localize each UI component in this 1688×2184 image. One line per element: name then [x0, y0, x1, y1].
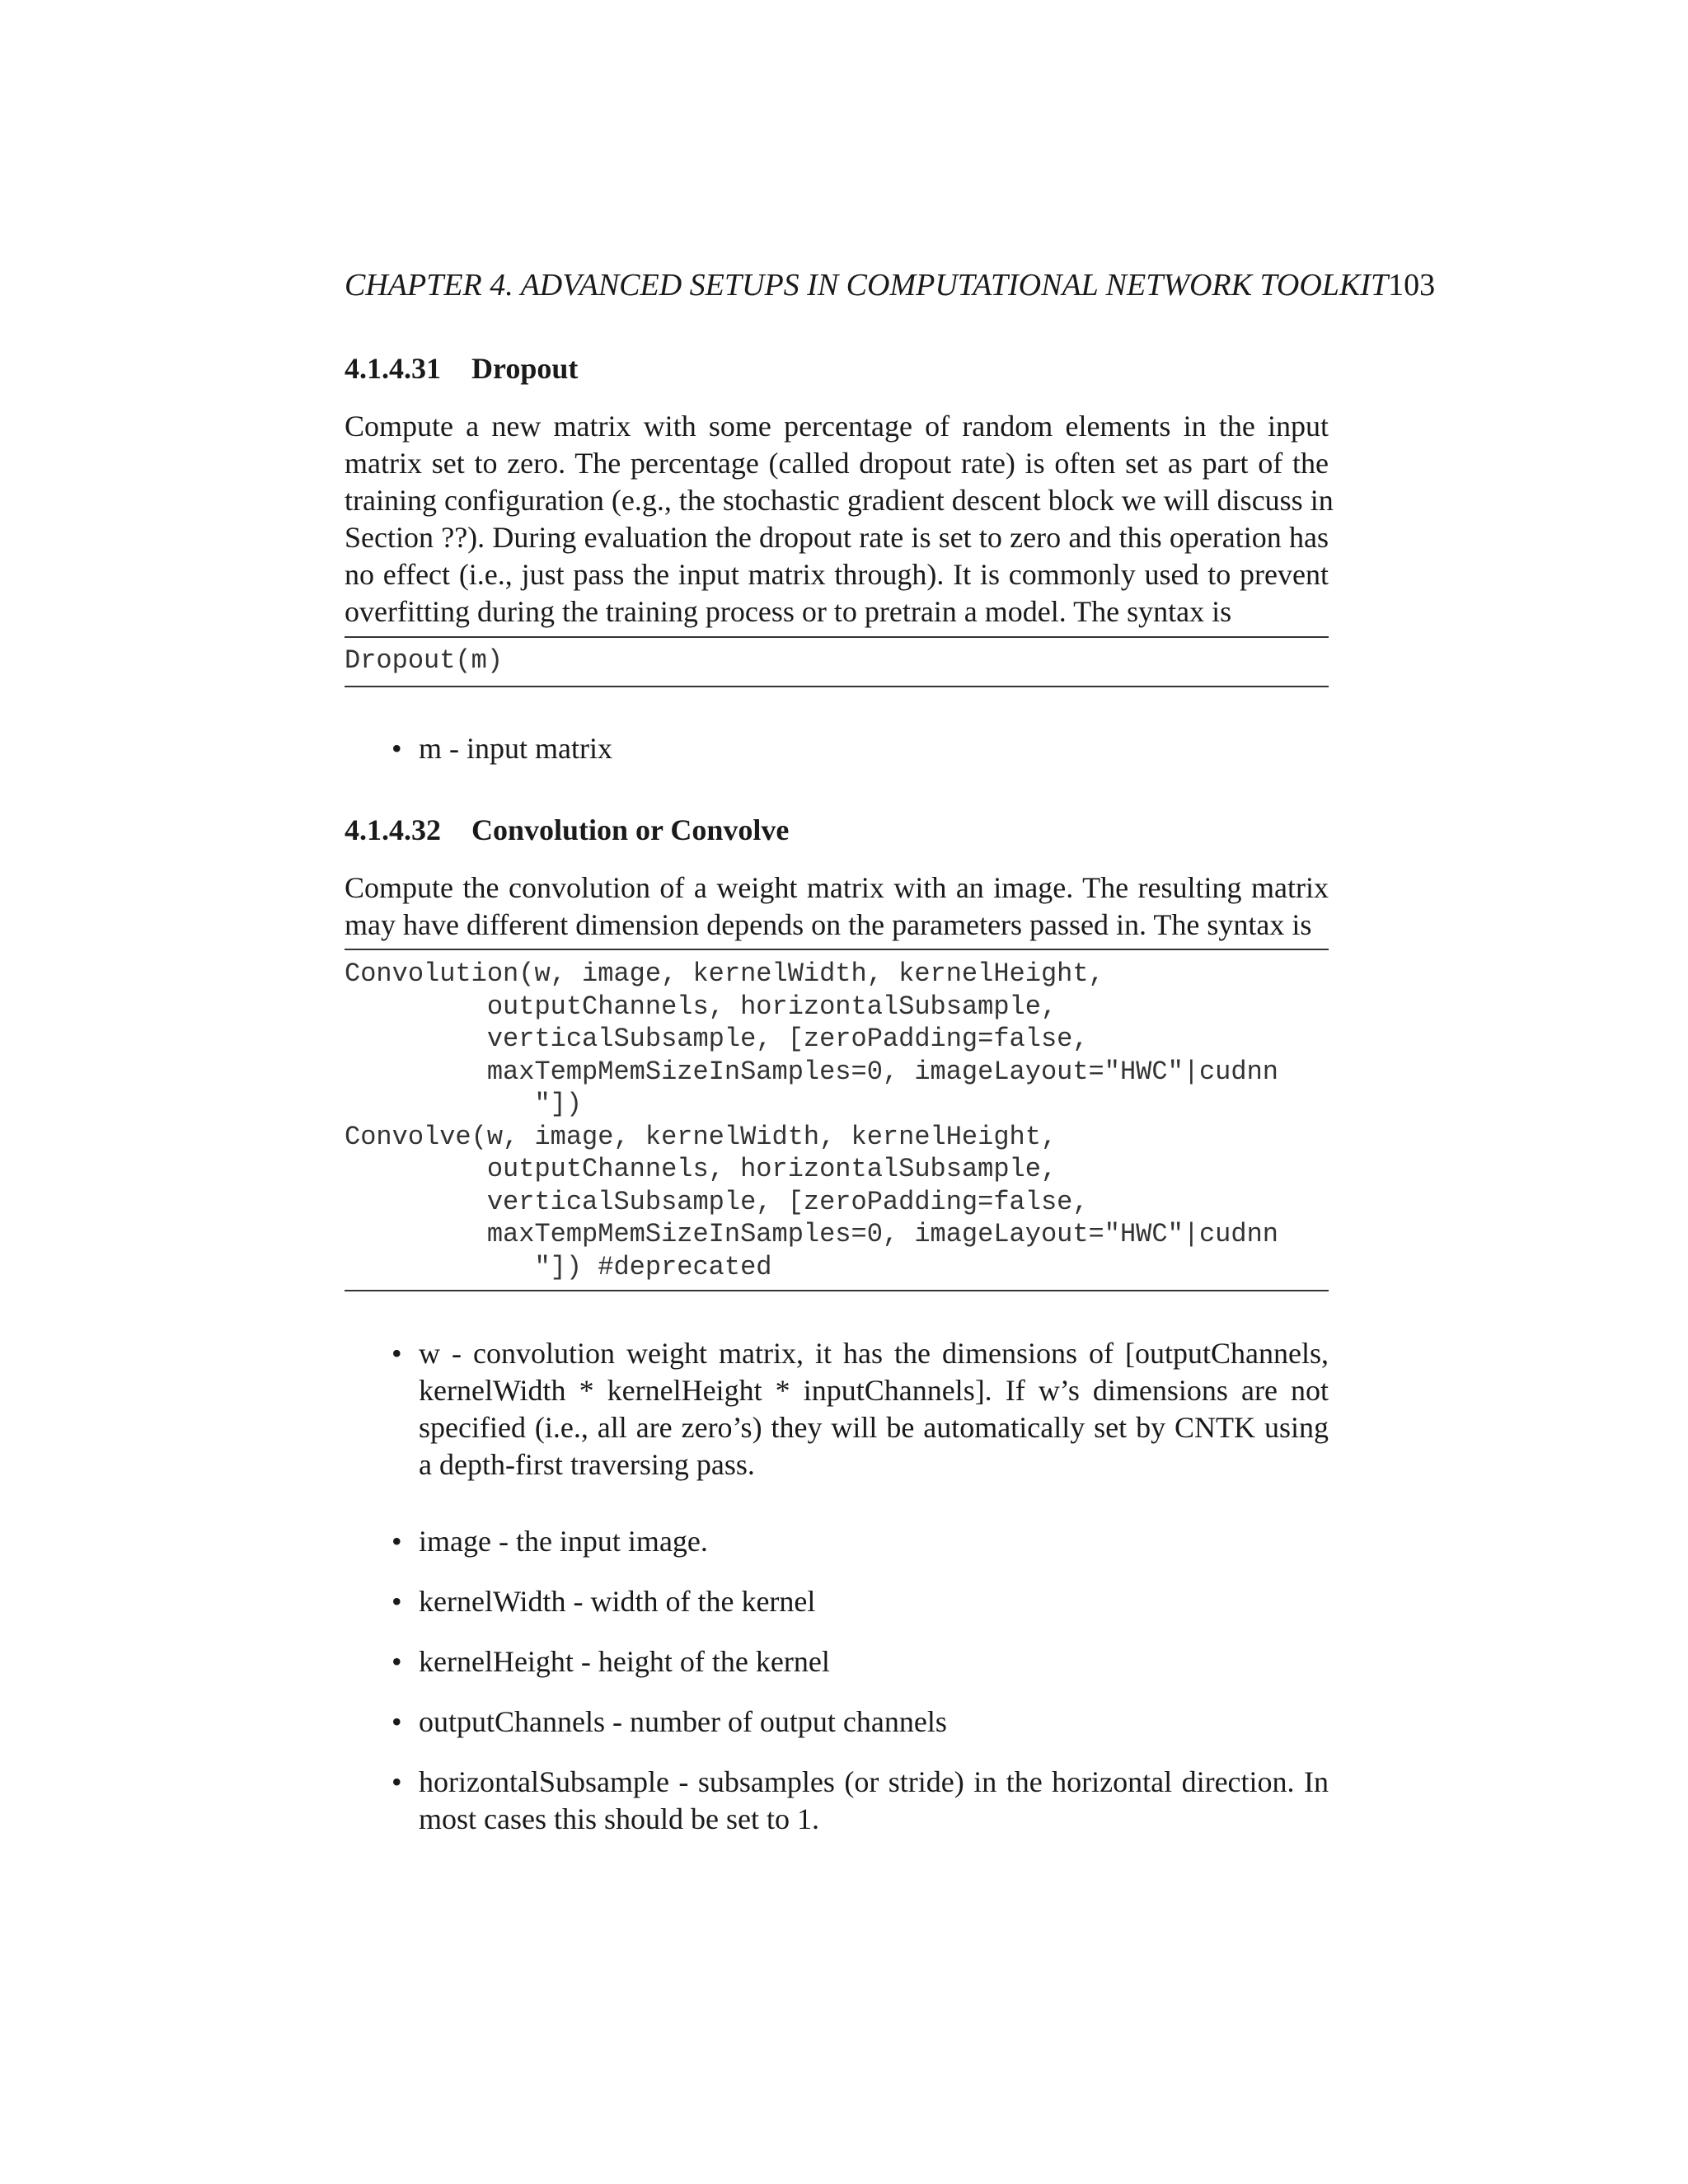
paragraph-line: no effect (i.e., just pass the input matrix through). It is commonly used to prevent: [345, 558, 1329, 591]
list-item-text: image - the input image.: [419, 1525, 708, 1558]
section-number: 4.1.4.31: [345, 352, 441, 385]
list-item-text: specified (i.e., all are zero’s) they will be automatically set by CNTK using: [419, 1411, 1329, 1444]
running-header: [345, 266, 1436, 304]
section-heading-dropout: [345, 350, 578, 387]
list-item-text: m - input matrix: [419, 732, 612, 765]
dropout-code-block: [345, 644, 1329, 677]
dropout-description: [345, 408, 1334, 630]
convolution-code-block: [345, 958, 1329, 1283]
paragraph-line: matrix set to zero. The percentage (called dropout rate) is often set as part of the: [345, 447, 1329, 480]
chapter-title: CHAPTER 4. ADVANCED SETUPS IN COMPUTATIONAL NETWORK TOOLKIT: [345, 268, 1389, 302]
list-item-text: most cases this should be set to 1.: [419, 1802, 819, 1835]
list-item-text: w - convolution weight matrix, it has the dimensions of [outputChannels,: [419, 1337, 1329, 1370]
page-number: 103: [1388, 268, 1436, 302]
bullet-icon: •: [392, 732, 402, 765]
list-item-text: kernelWidth * kernelHeight * inputChannels]. If w’s dimensions are not: [419, 1374, 1329, 1407]
bullet-icon: •: [392, 1705, 402, 1738]
code-line: Convolution(w, image, kernelWidth, kernelHeight,: [345, 958, 1104, 989]
convolution-description: [345, 869, 1329, 944]
code-line: outputChannels, horizontalSubsample,: [345, 991, 1057, 1022]
code-rule-top: [345, 636, 1329, 638]
code-line: outputChannels, horizontalSubsample,: [345, 1154, 1057, 1184]
paragraph-line: Compute the convolution of a weight matrix with an image. The resulting matrix: [345, 871, 1329, 904]
list-item-text: kernelHeight - height of the kernel: [419, 1645, 830, 1678]
bullet-icon: •: [392, 1645, 402, 1678]
code-line: maxTempMemSizeInSamples=0, imageLayout="HWC"|cudnn: [345, 1219, 1278, 1249]
code-line: maxTempMemSizeInSamples=0, imageLayout="HWC"|cudnn: [345, 1056, 1278, 1087]
section-title: Convolution or Convolve: [471, 813, 790, 846]
code-rule-top: [345, 949, 1329, 950]
paragraph-line: overfitting during the training process or to pretrain a model. The syntax is: [345, 595, 1232, 628]
paragraph-line: Compute a new matrix with some percentage of random elements in the input: [345, 410, 1329, 443]
code-line: "]): [345, 1089, 583, 1119]
list-item-text: horizontalSubsample - subsamples (or stride) in the horizontal direction. In: [419, 1765, 1329, 1798]
bullet-icon: •: [392, 1765, 402, 1798]
code-rule-bottom: [345, 1290, 1329, 1291]
bullet-icon: •: [392, 1337, 402, 1370]
paragraph-line: training configuration (e.g., the stochastic gradient descent block we will discuss in: [345, 484, 1334, 517]
bullet-icon: •: [392, 1525, 402, 1558]
list-item-text: kernelWidth - width of the kernel: [419, 1585, 816, 1618]
code-rule-bottom: [345, 686, 1329, 687]
code-line: verticalSubsample, [zeroPadding=false,: [345, 1186, 1089, 1217]
section-number: 4.1.4.32: [345, 813, 441, 846]
code-line: verticalSubsample, [zeroPadding=false,: [345, 1024, 1089, 1054]
code-line: Dropout(m): [345, 645, 504, 676]
section-title: Dropout: [471, 352, 579, 385]
bullet-icon: •: [392, 1585, 402, 1618]
paragraph-line: Section ??). During evaluation the dropout rate is set to zero and this operation has: [345, 521, 1329, 554]
code-line: "]) #deprecated: [345, 1251, 772, 1282]
code-line: Convolve(w, image, kernelWidth, kernelHeight,: [345, 1121, 1057, 1152]
section-heading-convolution: [345, 812, 789, 848]
list-item-text: outputChannels - number of output channels: [419, 1705, 947, 1738]
list-item-text: a depth-first traversing pass.: [419, 1448, 755, 1481]
paragraph-line: may have different dimension depends on the parameters passed in. The syntax is: [345, 908, 1312, 941]
